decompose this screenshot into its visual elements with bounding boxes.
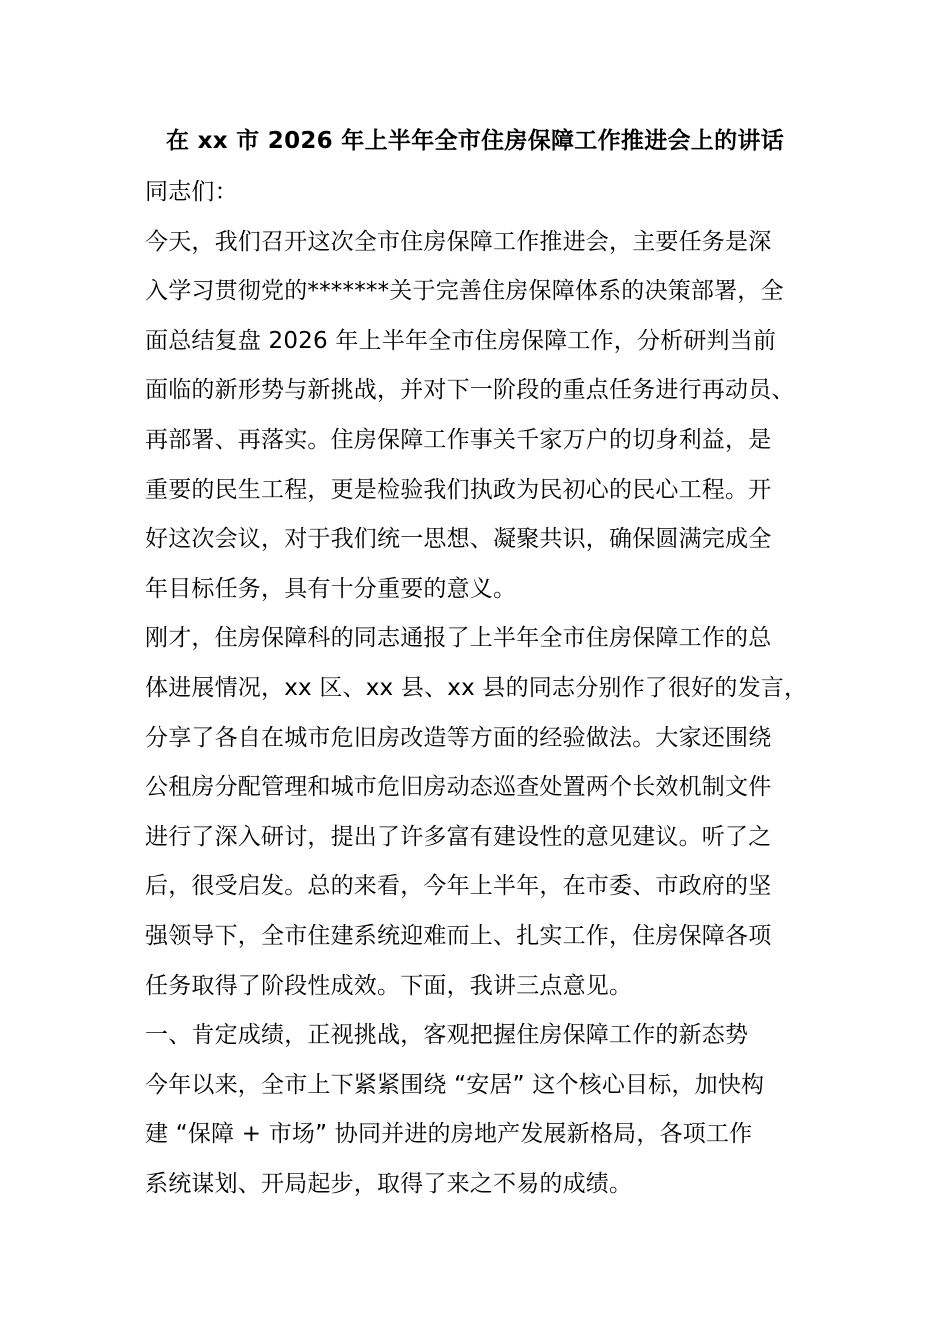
body-line: 好这次会议，对于我们统一思想、凝聚共识，确保圆满完成全	[145, 526, 772, 553]
body-line: 系统谋划、开局起步，取得了来之不易的成绩。	[145, 1170, 633, 1197]
section-heading: 一、肯定成绩，正视挑战，客观把握住房保障工作的新态势	[145, 1022, 749, 1049]
body-line: 分享了各自在城市危旧房改造等方面的经验做法。大家还围绕	[145, 724, 772, 751]
body-line: 再部署、再落实。住房保障工作事关千家万户的切身利益，是	[145, 426, 772, 453]
body-line: 后，很受启发。总的来看，今年上半年，在市委、市政府的坚	[145, 873, 772, 900]
body-line: 刚才，住房保障科的同志通报了上半年全市住房保障工作的总	[145, 625, 772, 652]
body-line: 建 “保障 + 市场” 协同并进的房地产发展新格局，各项工作	[145, 1121, 753, 1148]
body-line: 公租房分配管理和城市危旧房动态巡查处置两个长效机制文件	[145, 774, 772, 801]
body-line: 入学习贯彻党的*******关于完善住房保障体系的决策部署，全	[145, 278, 784, 305]
body-line: 任务取得了阶段性成效。下面，我讲三点意见。	[145, 972, 633, 999]
salutation-line: 同志们：	[145, 179, 238, 205]
body-line: 年目标任务，具有十分重要的意义。	[145, 575, 517, 602]
document-body	[145, 168, 825, 1209]
body-line: 进行了深入研讨，提出了许多富有建设性的意见建议。听了之	[145, 823, 772, 850]
body-line: 体进展情况，xx 区、xx 县、xx 县的同志分别作了很好的发言，	[145, 674, 808, 701]
body-line: 面总结复盘 2026 年上半年全市住房保障工作，分析研判当前	[145, 327, 777, 354]
body-line: 强领导下，全市住建系统迎难而上、扎实工作，住房保障各项	[145, 922, 772, 949]
document-title: 在 xx 市 2026 年上半年全市住房保障工作推进会上的讲话	[165, 128, 784, 154]
body-line: 今年以来，全市上下紧紧围绕 “安居” 这个核心目标，加快构	[145, 1071, 765, 1098]
body-line: 面临的新形势与新挑战，并对下一阶段的重点任务进行再动员、	[145, 377, 795, 404]
body-line: 重要的民生工程，更是检验我们执政为民初心的民心工程。开	[145, 476, 772, 503]
body-line: 今天，我们召开这次全市住房保障工作推进会，主要任务是深	[145, 228, 772, 255]
